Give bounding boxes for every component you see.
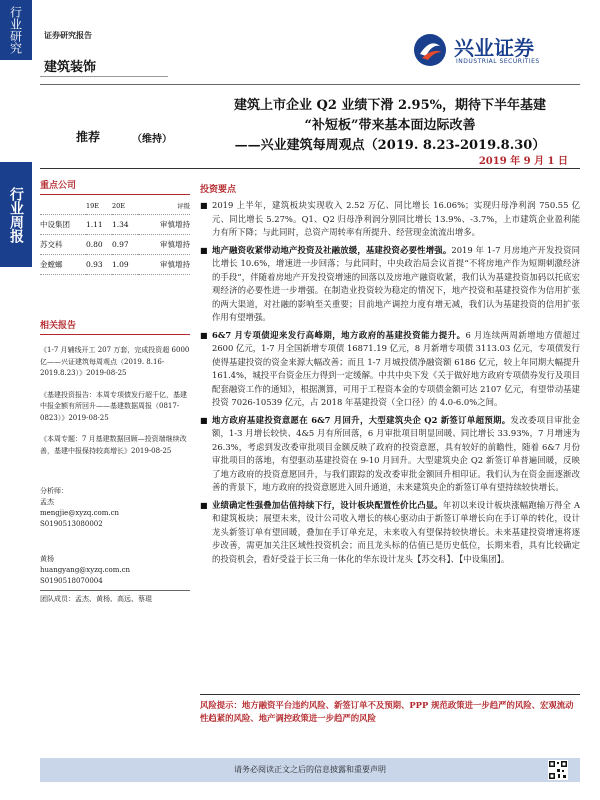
analyst-name: 孟杰 bbox=[40, 498, 54, 506]
title-line: 建筑上市企业 Q2 业绩下滑 2.95%，期待下半年基建 bbox=[234, 98, 546, 113]
disclaimer-footer: 请务必阅读正文之后的信息披露和重要声明 bbox=[40, 758, 580, 782]
analysts-heading: 分析师： bbox=[40, 487, 68, 495]
bullet-text: 年初以来设计板块涨幅跑输万得全 A 和建筑板块；展望未来，设计公司收入增长的核心驱动由于新签订单增长向在手订单的转化，设计龙头新签订单有望回暖，叠加在手订单充足，未来收入有望保持较快增长。未来基建投资增速将逐步改善，需更加关注区域性投资机会；而且龙头标的估值已是历史低位，长期来看，具有比较确定的投资机会，看好受益于长三角一体化的华东设计龙头【苏交科】、【中设集团】。 bbox=[212, 499, 580, 564]
table-cell: 苏交科 bbox=[40, 235, 86, 255]
table-header-cell bbox=[40, 197, 86, 215]
risk-heading: 风险提示： bbox=[200, 700, 242, 710]
rating: 推荐 bbox=[76, 130, 101, 144]
bullet-lead: 地产融资收紧带动地产投资及社融放缓，基建投资必要性增强。 bbox=[212, 244, 452, 255]
highlight-bullet bbox=[200, 199, 580, 240]
bullet-text: 2019 年 1-7 月房地产开发投资同比增长 10.6%，增速进一步回落；与此同时，中央政治局会议首提“不将房地产作为短期刺激经济的手段”，伴随着房地产开发投资增速的回落以及房地产融资收紧，我们认为基建投资加码以托底宏观经济的必要性进一步增强。在制造业投资较为稳定的情况下，地产投资和基建投资作为信用扩张的两大渠道，对社融的影响至关重要；目前地产调控力度有增无减，我们认为基建投资的信用扩张作用有望增强。 bbox=[212, 244, 580, 322]
analyst-cert: S0190513080002 bbox=[40, 520, 103, 528]
table-cell: 审慎增持 bbox=[138, 255, 190, 275]
team-members: 团队成员：孟杰、黄杨、高远、蔡琨 bbox=[40, 595, 152, 603]
logo-mark-icon bbox=[412, 32, 448, 68]
header-rule bbox=[40, 84, 580, 85]
bullet-text: 6 月连续两周新增地方债超过 2600 亿元，1-7 月全国新增专项债 16871.19 亿元，8 月新增专项债 3113.03 亿元，专项债发行使得基建投资的资金来源大幅改善；而且 1-7 月城投债净融资额 6186 亿元，较上年同期大幅提升 161.4%，城投平台资金压力得到一定缓解。中共中央下发《关于做好地方政府专项债券发行及项目配套融资工作的通知》，根据测算，可用于工程资本金的专项债金额可达 2107 亿元，有望带动基建投资 7026-10539 亿元，占 2018 年基建投资（全口径）的 4.0-6.0%之间。 bbox=[212, 329, 580, 407]
bullet-lead: 地方政府基建投资意愿在 6&7 月回升，大型建筑央企 Q2 新签订单超预期。 bbox=[212, 414, 511, 425]
bullet-text: 发改委项目审批金额，1-3 月增长较快、4&5 月有所回落，6 月审批项目明显回暖、同比增长 33.93%，7 月增速为 26.3%，考虑到发改委审批项目金额反映了政府的投资意愿，具有较好的前瞻性，随着 6&7 月份审批项目的落地，有望驱动基建投资在 9-10 月回升。大型建筑央企 Q2 新签订单普遍回暖，反映了地方政府的投资意愿回升，与我们跟踪的发改委审批金额回升相印证。我们认为在资金面逐渐改善的背景下，地方政府的投资意愿进入回升通道，未来建筑央企的新签订单有望持续较快增长。 bbox=[212, 414, 581, 492]
rating-change: （维持） bbox=[132, 134, 172, 145]
key-companies-heading: 重点公司 bbox=[40, 181, 77, 191]
bullet-text: 2019 上半年，建筑板块实现收入 2.52 万亿、同比增长 16.06%；实现归母净利润 750.55 亿元、同比增长 5.27%。Q1、Q2 归母净利润分别同比增长 13.9%、-3.7%，上市建筑企业盈利能力有所下降；与此同时，总资产周转率有所提升、经营现金流流出增多。 bbox=[212, 200, 580, 237]
highlight-bullet bbox=[200, 414, 580, 495]
highlight-bullet bbox=[200, 499, 580, 567]
analysts-block bbox=[40, 486, 190, 605]
table-header-cell: 评级 bbox=[138, 197, 190, 215]
table-cell: 审慎增持 bbox=[138, 215, 190, 235]
sidebar-weekly-label: 行业周报 bbox=[0, 162, 32, 267]
analyst-rule bbox=[40, 590, 190, 591]
table-header-cell: 19E bbox=[86, 197, 112, 215]
company-logo bbox=[412, 30, 562, 68]
report-title bbox=[200, 96, 580, 156]
analyst-email[interactable]: huangyang@xyzq.com.cn bbox=[40, 566, 131, 574]
title-line: ——兴业建筑每周观点（2019. 8.23-2019.8.30） bbox=[234, 138, 546, 153]
title-line: “补短板”带来基本面边际改善 bbox=[304, 118, 476, 133]
risk-text: 地方融资平台违约风险、新签订单不及预期、PPP 规范政策进一步趋严的风险、宏观流动性趋紧的风险、地产调控政策进一步趋严的风险 bbox=[200, 700, 574, 723]
analyst-name: 黄杨 bbox=[40, 555, 54, 563]
report-date: 2019 年 9 月 1 日 bbox=[478, 156, 568, 167]
related-report-item[interactable]: 《基建投资报告：本周专项债发行超千亿，基建中报金额有所回升——基建数据周报（0817-0823）》2019-08-25 bbox=[40, 390, 187, 422]
table-row bbox=[40, 235, 190, 255]
report-type-label: 证券研究报告 bbox=[44, 30, 92, 40]
table-cell: 审慎增持 bbox=[138, 235, 190, 255]
table-cell: 1.09 bbox=[112, 255, 138, 275]
table-cell: 1.34 bbox=[112, 215, 138, 235]
table-cell: 中设集团 bbox=[40, 215, 86, 235]
qr-code-icon bbox=[548, 760, 568, 780]
industry-label: 建筑装饰 bbox=[44, 60, 97, 75]
bullet-lead: 6&7 月专项债迎来发行高峰期，地方政府的基建投资能力提升。 bbox=[212, 329, 466, 340]
title-rule bbox=[40, 168, 580, 169]
section-rule bbox=[40, 334, 190, 335]
companies-table bbox=[40, 197, 190, 275]
logo-text: 兴业证券 bbox=[454, 36, 534, 60]
related-report-item[interactable]: 《本周专题：7 月基建数据回顾—投资端继续改善，基建中报保持较高增长》2019-08-25 bbox=[40, 435, 187, 455]
investment-highlights bbox=[200, 182, 580, 566]
industry-rule bbox=[40, 76, 168, 77]
analyst-email[interactable]: mengjie@xyzq.com.cn bbox=[40, 509, 120, 517]
related-reports bbox=[40, 318, 190, 457]
table-header-row bbox=[40, 197, 190, 215]
section-rule bbox=[40, 194, 190, 195]
related-report-item[interactable]: 《1-7 月辅线开工 207 万套，完成投资超 6000 亿——兴证建筑每周观点（2019. 8.16-2019.8.23）》2019-08-25 bbox=[40, 346, 190, 377]
sidebar-research-label: 行业研究 bbox=[0, 0, 32, 60]
highlights-heading: 投资要点 bbox=[200, 185, 237, 195]
logo-subtext: INDUSTRIAL SECURITIES bbox=[456, 58, 540, 65]
table-cell: 金螳螂 bbox=[40, 255, 86, 275]
highlight-bullet bbox=[200, 244, 580, 325]
related-reports-heading: 相关报告 bbox=[40, 321, 77, 331]
bullet-lead: 业绩确定性强叠加估值持续下行，设计板块配置性价比凸显。 bbox=[212, 499, 443, 510]
table-header-cell: 20E bbox=[112, 197, 138, 215]
analyst-cert: S0190518070004 bbox=[40, 577, 103, 585]
highlight-bullet bbox=[200, 329, 580, 410]
table-cell: 0.93 bbox=[86, 255, 112, 275]
key-companies bbox=[40, 178, 190, 275]
table-row bbox=[40, 215, 190, 235]
table-row bbox=[40, 255, 190, 275]
table-cell: 0.97 bbox=[112, 235, 138, 255]
table-cell: 0.80 bbox=[86, 235, 112, 255]
risk-warning bbox=[200, 694, 580, 725]
table-cell: 1.11 bbox=[86, 215, 112, 235]
